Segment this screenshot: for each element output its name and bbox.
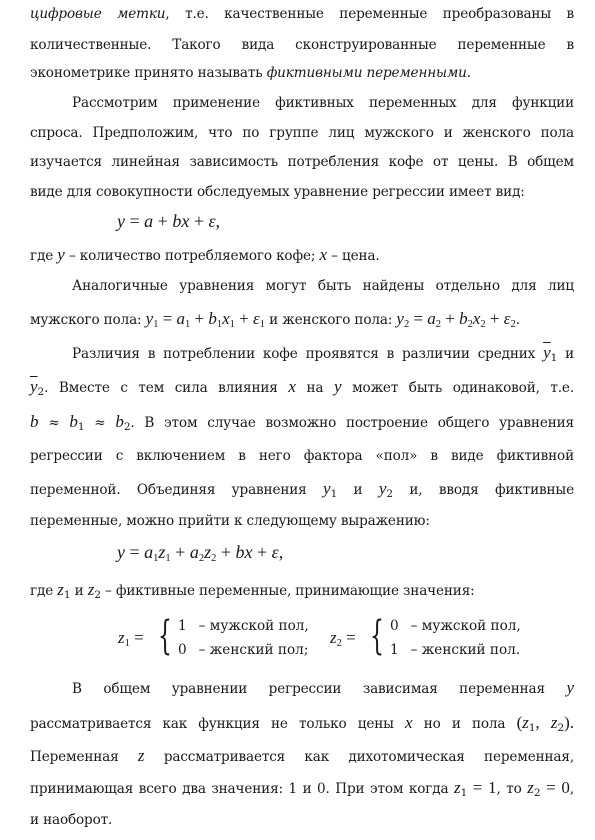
z2-case-female: 1 – женский пол. [390,642,521,658]
text-line-9: где y – количество потребляемого кофе; x – цена. [30,245,380,264]
equation-combined: $y = a_1z_1 + a_2z_2$ + bx + ε, [117,542,284,564]
text-line-14: $b \approx b_1 \approx b_2$. В этом случае возможно построение общего уравнения [30,412,574,433]
text-line-25: принимающая всего два значения: 1 и 0. При этом когда $z_1 = 1$, то $z_2 = 0$, [30,778,574,799]
brace-icon: { [370,613,384,659]
text-line-23: рассматривается как функция не только цены x но и пола ($z_1$, $z_2$). [30,713,574,734]
text-line-3: эконометрике принято называть фиктивными переменными. [30,65,471,81]
text-line-19: где $z_1$ и $z_2$ – фиктивные переменные, принимающие значения: [30,580,475,601]
text-line-24: Переменная z рассматривается как дихотомическая переменная, [30,746,574,765]
z1-case-male: 1 – мужской пол, [178,618,309,634]
text-line-16: переменной. Объединяя уравнения $y_1$ и $y_2$ и, вводя фиктивные [30,479,574,500]
text-line-1: цифровые метки, т.е. качественные переменные преобразованы в [30,6,575,22]
z1-case-female: 0 – женский пол; [178,642,309,658]
brace-icon: { [158,613,172,659]
paragraph-start-3: Различия в потреблении кофе проявятся в различии средних $\overline{y}_1$ и [72,343,574,364]
text-line-2: количественные. Такого вида сконструированные переменные в [30,37,574,53]
text-line-15: регрессии с включением в него фактора «пол» в виде фиктивной [30,448,574,464]
text-line-26: и наоборот. [30,812,113,828]
paragraph-start-1: Рассмотрим применение фиктивных переменных для функции [72,95,574,111]
equation-general: y = a + bx + ε, [117,211,221,231]
z1-label: $z_1$ = [118,628,144,649]
equation-male: $y_1 = a_1 + b_1x_1 + \varepsilon_1$ [145,309,265,330]
paragraph-start-4: В общем уравнении регрессии зависимая переменная y [72,678,574,697]
z2-case-male: 0 – мужской пол, [390,618,521,634]
text-line-5: спроса. Предположим, что по группе лиц мужского и женского пола [30,125,574,141]
text-line-11: мужского пола: $y_1 = a_1 + b_1x_1 + \varepsilon_1$ и женского пола: $y_2 = a_2 + b_2x_2 + \varepsilon_2$. [30,309,520,330]
text-line-17: переменные, можно прийти к следующему выражению: [30,513,430,529]
text-line-6: изучается линейная зависимость потребления кофе от цены. В общем [30,154,574,170]
piecewise-z2 [330,613,530,663]
text-line-7: виде для совокупности обследуемых уравнение регрессии имеет вид: [30,184,525,200]
equation-female: $y_2 = a_2 + b_2x_2 + \varepsilon_2$ [396,309,516,330]
piecewise-z1 [118,613,318,663]
z2-label: $z_2$ = [330,628,356,649]
paragraph-start-2: Аналогичные уравнения могут быть найдены отдельно для лиц [72,278,574,294]
text-line-13: $\overline{y}_2$. Вместе с тем сила влияния x на y может быть одинаковой, т.е. [30,377,574,398]
